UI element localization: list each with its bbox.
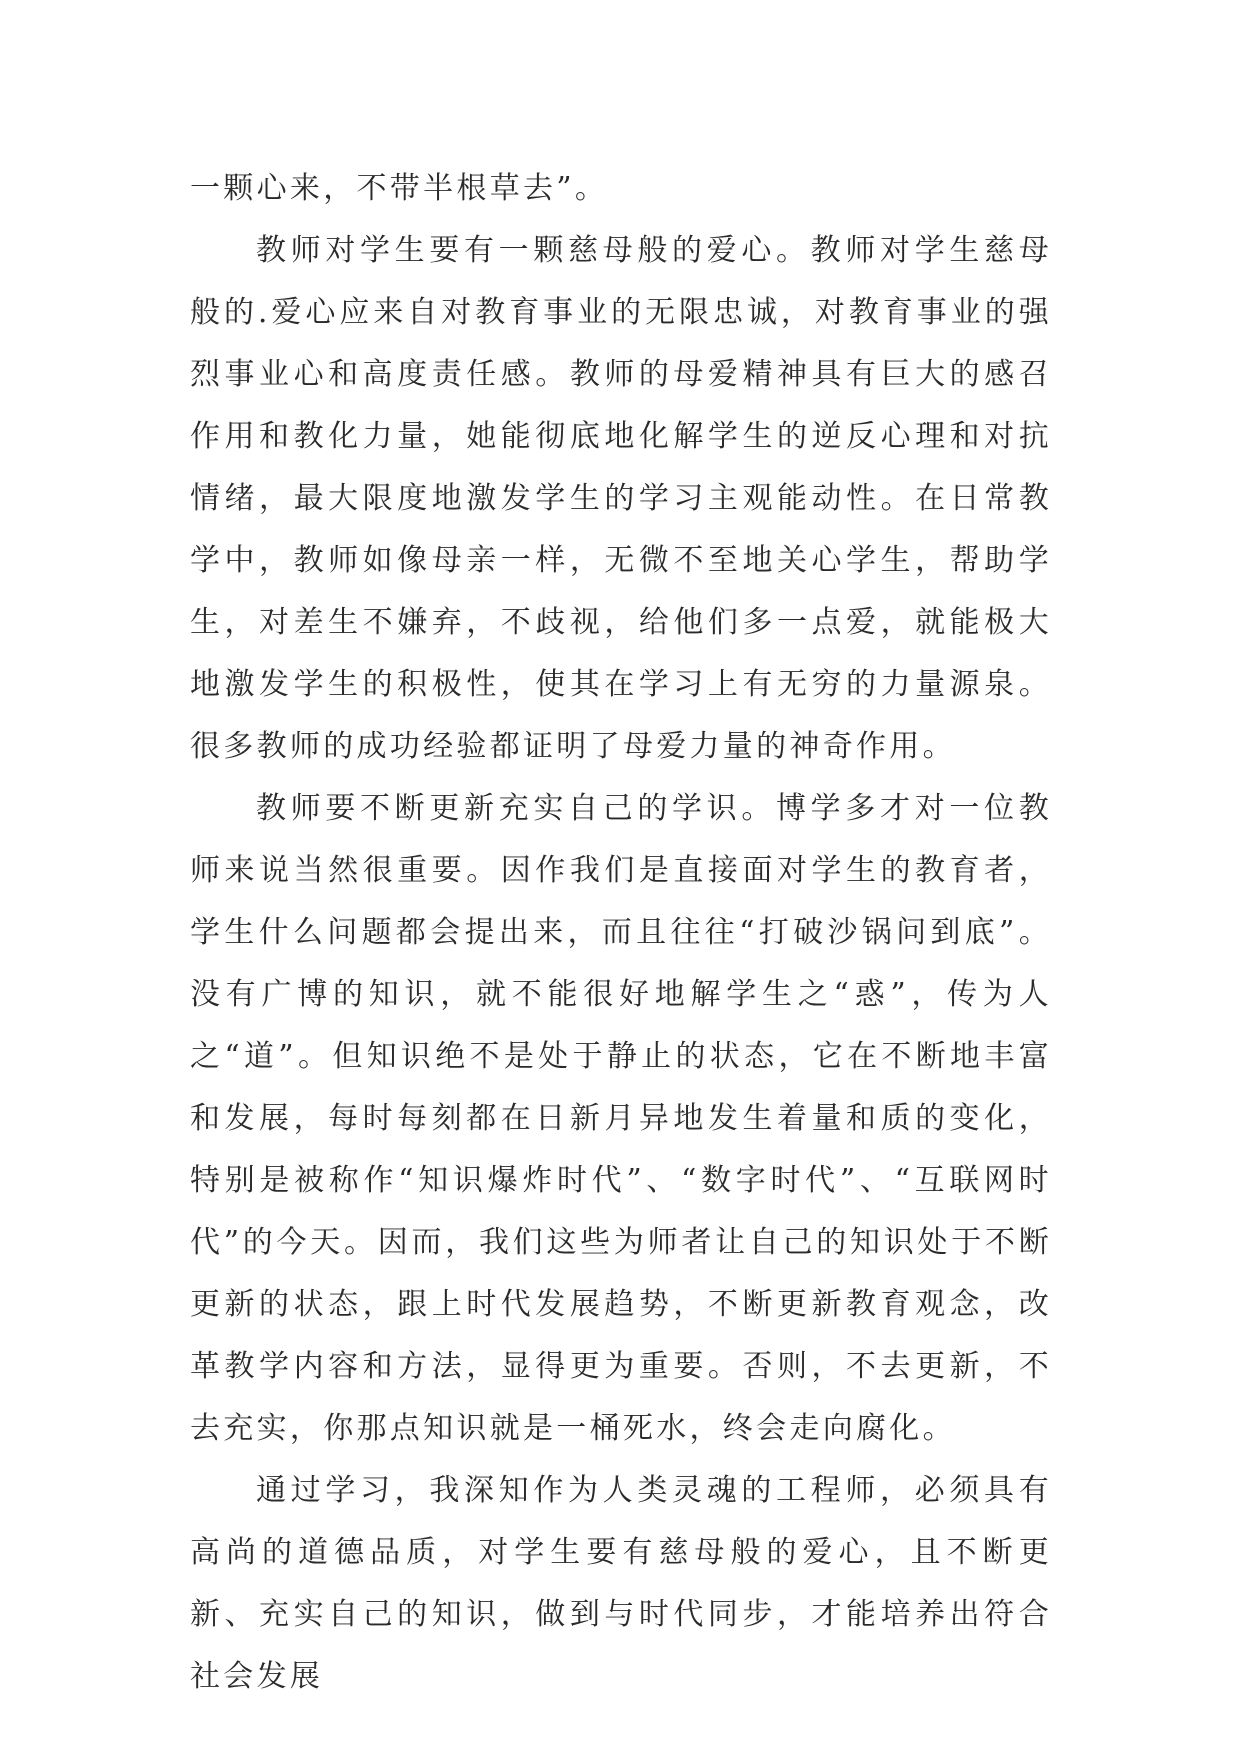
paragraph-2: 教师对学生要有一颗慈母般的爱心。教师对学生慈母般的.爱心应来自对教育事业的无限忠诚，对教育事业的强烈事业心和高度责任感。教师的母爱精神具有巨大的感召作用和教化力量，她能彻底地化解学生的逆反心理和对抗情绪，最大限度地激发学生的学习主观能动性。在日常教学中，教师如像母亲一样，无微不至地关心学生，帮助学生，对差生不嫌弃，不歧视，给他们多一点爱，就能极大地激发学生的积极性，使其在学习上有无穷的力量源泉。很多教师的成功经验都证明了母爱力量的神奇作用。 <box>190 233 1052 764</box>
paragraph-3: 教师要不断更新充实自己的学识。博学多才对一位教师来说当然很重要。因作我们是直接面对学生的教育者，学生什么问题都会提出来，而且往往“打破沙锅问到底”。没有广博的知识，就不能很好地解学生之“惑”，传为人之“道”。但知识绝不是处于静止的状态，它在不断地丰富和发展，每时每刻都在日新月异地发生着量和质的变化，特别是被称作“知识爆炸时代”、“数字时代”、“互联网时代”的今天。因而，我们这些为师者让自己的知识处于不断更新的状态，跟上时代发展趋势，不断更新教育观念，改革教学内容和方法，显得更为重要。否则，不去更新，不去充实，你那点知识就是一桶死水，终会走向腐化。 <box>190 791 1052 1446</box>
paragraph-1: 一颗心来，不带半根草去”。 <box>190 171 609 206</box>
paragraph-4: 通过学习，我深知作为人类灵魂的工程师，必须具有高尚的道德品质，对学生要有慈母般的爱心，且不断更新、充实自己的知识，做到与时代同步，才能培养出符合社会发展 <box>190 1473 1052 1694</box>
document-body <box>190 158 1052 1708</box>
